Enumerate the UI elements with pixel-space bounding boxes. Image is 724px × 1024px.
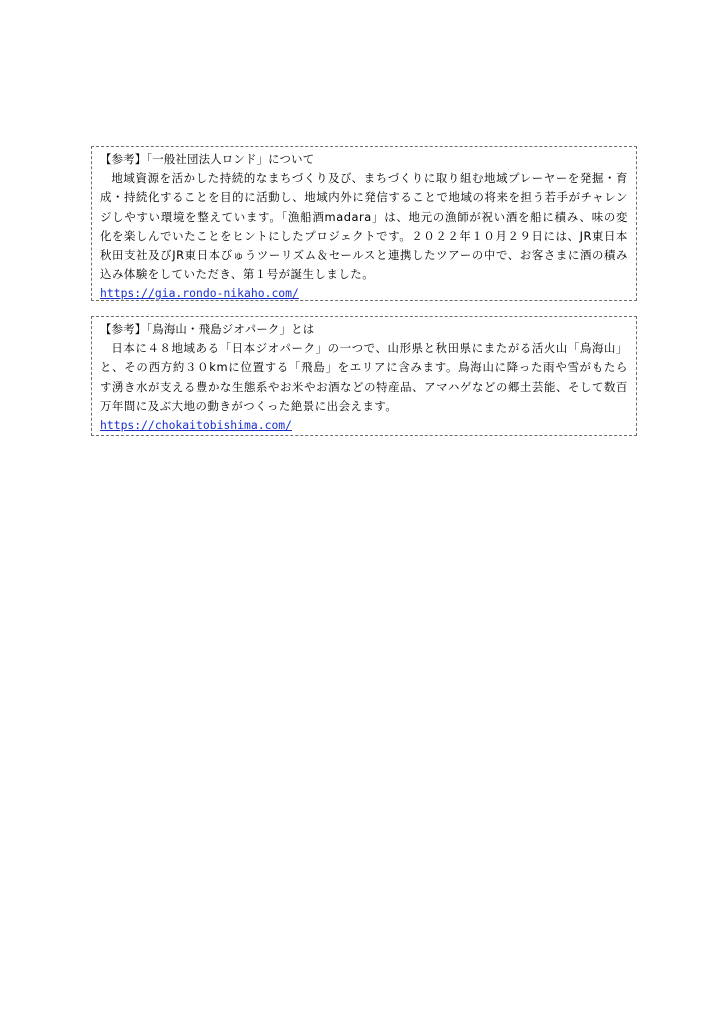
rondo-website-link[interactable]: https://gia.rondo-nikaho.com/ — [100, 286, 299, 301]
reference-body: 地域資源を活かした持続的なまちづくり及び、まちづくりに取り組む地域プレーヤーを発掘・育成・持続化することを目的に活動し、地域内外に発信することで地域の将来を担う若手がチャレンジしやすい環境を整えています。「漁船酒madara」は、地元の漁師が祝い酒を船に積み、味の変化を楽しんでいたことをヒントにしたプロジェクトです。２０２２年１０月２９日には、JR東日本秋田支社及びJR東日本びゅうツーリズム＆セールスと連携したツアーの中で、お客さまに酒の積み込み体験をしていただき、第１号が誕生しました。 — [100, 171, 628, 282]
reference-box-rondo — [91, 146, 637, 301]
reference-heading: 【参考】「一般社団法人ロンド」について — [100, 152, 315, 166]
reference-box-geopark — [91, 316, 637, 436]
reference-body: 日本に４８地域ある「日本ジオパーク」の一つで、山形県と秋田県にまたがる活火山「鳥海山」と、その西方約３０kmに位置する「飛島」をエリアに含みます。鳥海山に降った雨や雪がもたらす湧き水が支える豊かな生態系やお米やお酒などの特産品、アマハゲなどの郷土芸能、そして数百万年間に及ぶ大地の動きがつくった絶景に出会えます。 — [100, 341, 628, 413]
geopark-website-link[interactable]: https://chokaitobishima.com/ — [100, 418, 293, 433]
reference-heading: 【参考】「鳥海山・飛島ジオパーク」とは — [100, 322, 315, 336]
